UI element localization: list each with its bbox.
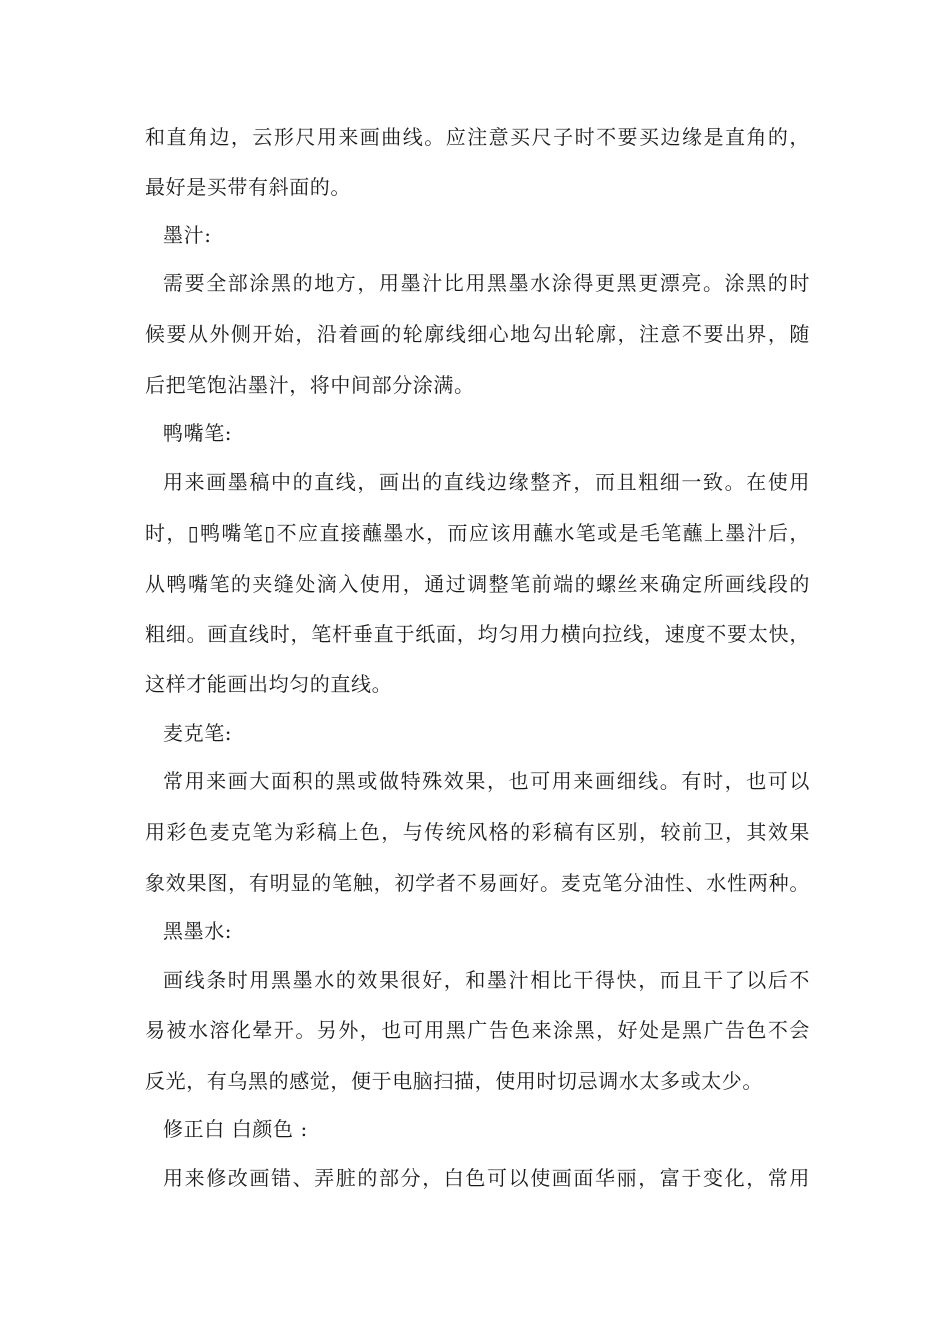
text-line-12: 这样才能画出均匀的直线。: [145, 672, 393, 696]
text-line-11: 粗细。画直线时，笔杆垂直于纸面，均匀用力横向拉线，速度不要太快，: [145, 622, 810, 646]
text-line-5: 候要从外侧开始，沿着画的轮廓线细心地勾出轮廓，注意不要出界，随: [145, 322, 810, 346]
text-line-19: 易被水溶化晕开。另外，也可用黑广告色来涂黑，好处是黑广告色不会: [145, 1018, 810, 1042]
text-line-15: 用彩色麦克笔为彩稿上色，与传统风格的彩稿有区别，较前卫，其效果: [145, 820, 810, 844]
text-line-2: 最好是买带有斜面的。: [145, 175, 351, 199]
text-line-14: 常用来画大面积的黑或做特殊效果，也可用来画细线。有时，也可以: [163, 769, 810, 793]
section-heading-ruling-pen: 鸭嘴笔:: [163, 421, 233, 445]
text-line-22: 用来修改画错、弄脏的部分，白色可以使画面华丽，富于变化，常用: [163, 1166, 810, 1190]
text-line-6: 后把笔饱沾墨汁，将中间部分涂满。: [145, 373, 475, 397]
text-line-8: 用来画墨稿中的直线，画出的直线边缘整齐，而且粗细一致。在使用: [163, 470, 810, 494]
text-line-10: 从鸭嘴笔的夹缝处滴入使用，通过调整笔前端的螺丝来确定所画线段的: [145, 572, 810, 596]
section-heading-black-ink: 黑墨水:: [163, 919, 233, 943]
text-line-20: 反光，有乌黑的感觉，便于电脑扫描，使用时切忌调水太多或太少。: [145, 1069, 763, 1093]
text-line-1: 和直角边，云形尺用来画曲线。应注意买尺子时不要买边缘是直角的，: [145, 125, 810, 149]
text-line-9: 时，▯鸭嘴笔▯不应直接蘸墨水，而应该用蘸水笔或是毛笔蘸上墨汁后，: [145, 521, 810, 545]
text-line-4: 需要全部涂黑的地方，用墨汁比用黑墨水涂得更黑更漂亮。涂黑的时: [163, 271, 810, 295]
section-heading-white-correction: 修正白 白颜色 :: [163, 1117, 308, 1141]
section-heading-marker: 麦克笔:: [163, 721, 233, 745]
section-heading-ink: 墨汁:: [163, 223, 212, 247]
text-line-18: 画线条时用黑墨水的效果很好，和墨汁相比干得快，而且干了以后不: [163, 968, 810, 992]
text-line-16: 象效果图，有明显的笔触，初学者不易画好。麦克笔分油性、水性两种。: [145, 871, 810, 895]
